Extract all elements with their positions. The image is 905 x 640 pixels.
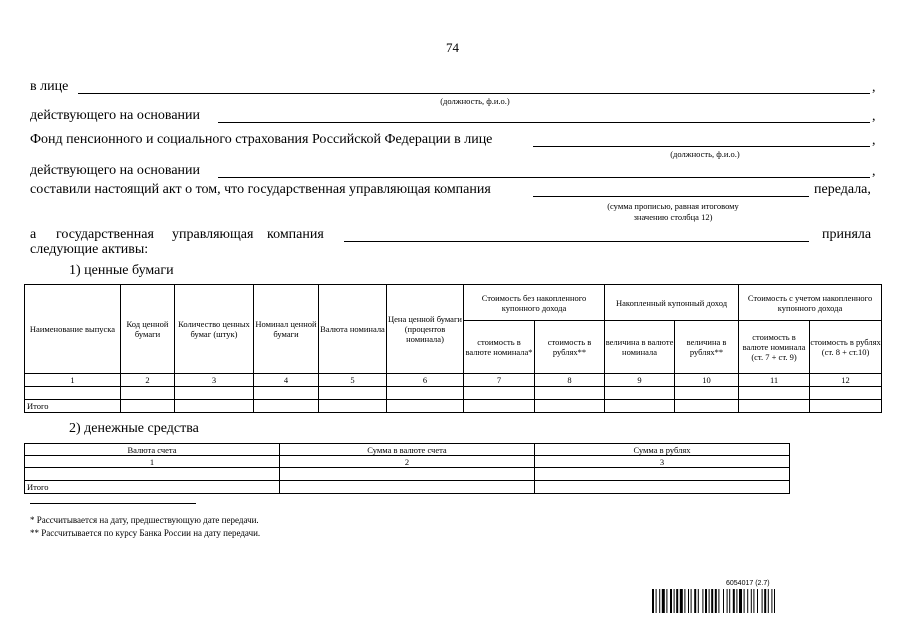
line5-hint-1: (сумма прописью, равная итоговому [607,201,739,211]
form-code: 6054017 (2.7) [726,580,770,587]
th-value-no-coupon: Стоимость без накопленного купонного дохода [464,285,605,321]
line6-word-3: управляющая [172,227,254,242]
table-cell[interactable] [280,468,535,481]
table-cell[interactable] [121,387,175,400]
th-account-currency: Валюта счета [25,444,280,456]
line1-field[interactable] [78,93,870,94]
line6-word-4: компания [267,227,324,242]
line3-field[interactable] [533,146,870,147]
th-col12: стоимость в рублях (ст. 8 + ст.10) [810,321,882,374]
total-row [25,481,790,494]
line2-comma: , [872,109,876,124]
col-number: 3 [175,374,254,387]
table-cell[interactable] [535,400,605,413]
th-value-with-coupon: Стоимость с учетом накопленного купонного дохода [739,285,882,321]
page-number: 74 [446,40,459,55]
table-cell[interactable] [464,400,535,413]
table-cell[interactable] [387,400,464,413]
table-cell[interactable] [280,481,535,494]
col-number: 4 [254,374,319,387]
table-row [25,456,790,468]
securities-table [24,284,882,413]
total-row [25,400,882,413]
line5-after: передала, [814,182,871,197]
table-cell[interactable] [675,387,739,400]
th-col7: стоимость в валюте номинала* [464,321,535,374]
table-cell[interactable] [25,387,121,400]
col-number: 11 [739,374,810,387]
line6-word-1: а [30,227,37,242]
line4-field[interactable] [218,177,870,178]
line5-field[interactable] [533,196,809,197]
col-number: 1 [25,456,280,468]
table-row [25,374,882,387]
line4-comma: , [872,164,876,179]
line6-after: приняла [822,227,872,242]
table-row [25,387,882,400]
line1-label: в лице [30,79,69,94]
col-number: 9 [605,374,675,387]
barcode-image [652,589,858,613]
table-cell[interactable] [254,400,319,413]
total-label: Итого [25,481,280,494]
table-cell[interactable] [739,387,810,400]
table-cell[interactable] [739,400,810,413]
footnote-2: ** Рассчитывается по курсу Банка России на дату передачи. [30,528,261,538]
col-number: 10 [675,374,739,387]
th-col10: величина в рублях** [675,321,739,374]
line3-label: Фонд пенсионного и социального страхования Российской Федерации в лице [30,132,493,147]
th-quantity: Количество ценных бумаг (штук) [175,285,254,374]
table-cell[interactable] [535,481,790,494]
col-number: 2 [280,456,535,468]
th-accrued-coupon: Накопленный купонный доход [605,285,739,321]
line6-field[interactable] [344,241,809,242]
line3-comma: , [872,133,876,148]
table-cell[interactable] [254,387,319,400]
table-cell[interactable] [810,400,882,413]
table-cell[interactable] [387,387,464,400]
table-cell[interactable] [319,400,387,413]
table-cell[interactable] [605,387,675,400]
table-cell[interactable] [605,400,675,413]
col-number: 8 [535,374,605,387]
table-cell[interactable] [175,400,254,413]
line4-label: действующего на основании [30,163,201,178]
col-number: 3 [535,456,790,468]
th-col8: стоимость в рублях** [535,321,605,374]
th-currency: Валюта номинала [319,285,387,374]
col-number: 7 [464,374,535,387]
line2-field[interactable] [218,122,870,123]
table-cell[interactable] [25,468,280,481]
section1-title: 1) ценные бумаги [69,263,174,278]
section2-title: 2) денежные средства [69,421,199,436]
total-label: Итого [25,400,121,413]
table-cell[interactable] [464,387,535,400]
th-amount-rub: Сумма в рублях [535,444,790,456]
col-number: 5 [319,374,387,387]
table-cell[interactable] [535,468,790,481]
footnote-separator [30,503,196,504]
col-number: 6 [387,374,464,387]
th-price: Цена ценной бумаги (процентов номинала) [387,285,464,374]
th-nominal: Номинал ценной бумаги [254,285,319,374]
line2-label: действующего на основании [30,108,201,123]
th-amount-currency: Сумма в валюте счета [280,444,535,456]
col-number: 1 [25,374,121,387]
col-number: 2 [121,374,175,387]
table-row [25,468,790,481]
th-code: Код ценной бумаги [121,285,175,374]
line5-hint-2: значению столбца 12) [633,212,713,222]
line3-hint: (должность, ф.и.о.) [670,149,740,159]
th-name: Наименование выпуска [25,285,121,374]
line7-text: следующие активы: [30,242,149,257]
table-cell[interactable] [121,400,175,413]
line1-hint: (должность, ф.и.о.) [440,96,510,106]
table-cell[interactable] [810,387,882,400]
line6-word-2: государственная [56,227,154,242]
cash-table [24,443,790,494]
th-col9: величина в валюте номинала [605,321,675,374]
line5-label: составили настоящий акт о том, что государственная управляющая компания [30,182,491,197]
th-col11: стоимость в валюте номинала (ст. 7 + ст. 9) [739,321,810,374]
table-cell[interactable] [175,387,254,400]
footnote-1: * Рассчитывается на дату, предшествующую дате передачи. [30,515,259,525]
line1-comma: , [872,80,876,95]
table-cell[interactable] [535,387,605,400]
table-cell[interactable] [675,400,739,413]
col-number: 12 [810,374,882,387]
table-cell[interactable] [319,387,387,400]
